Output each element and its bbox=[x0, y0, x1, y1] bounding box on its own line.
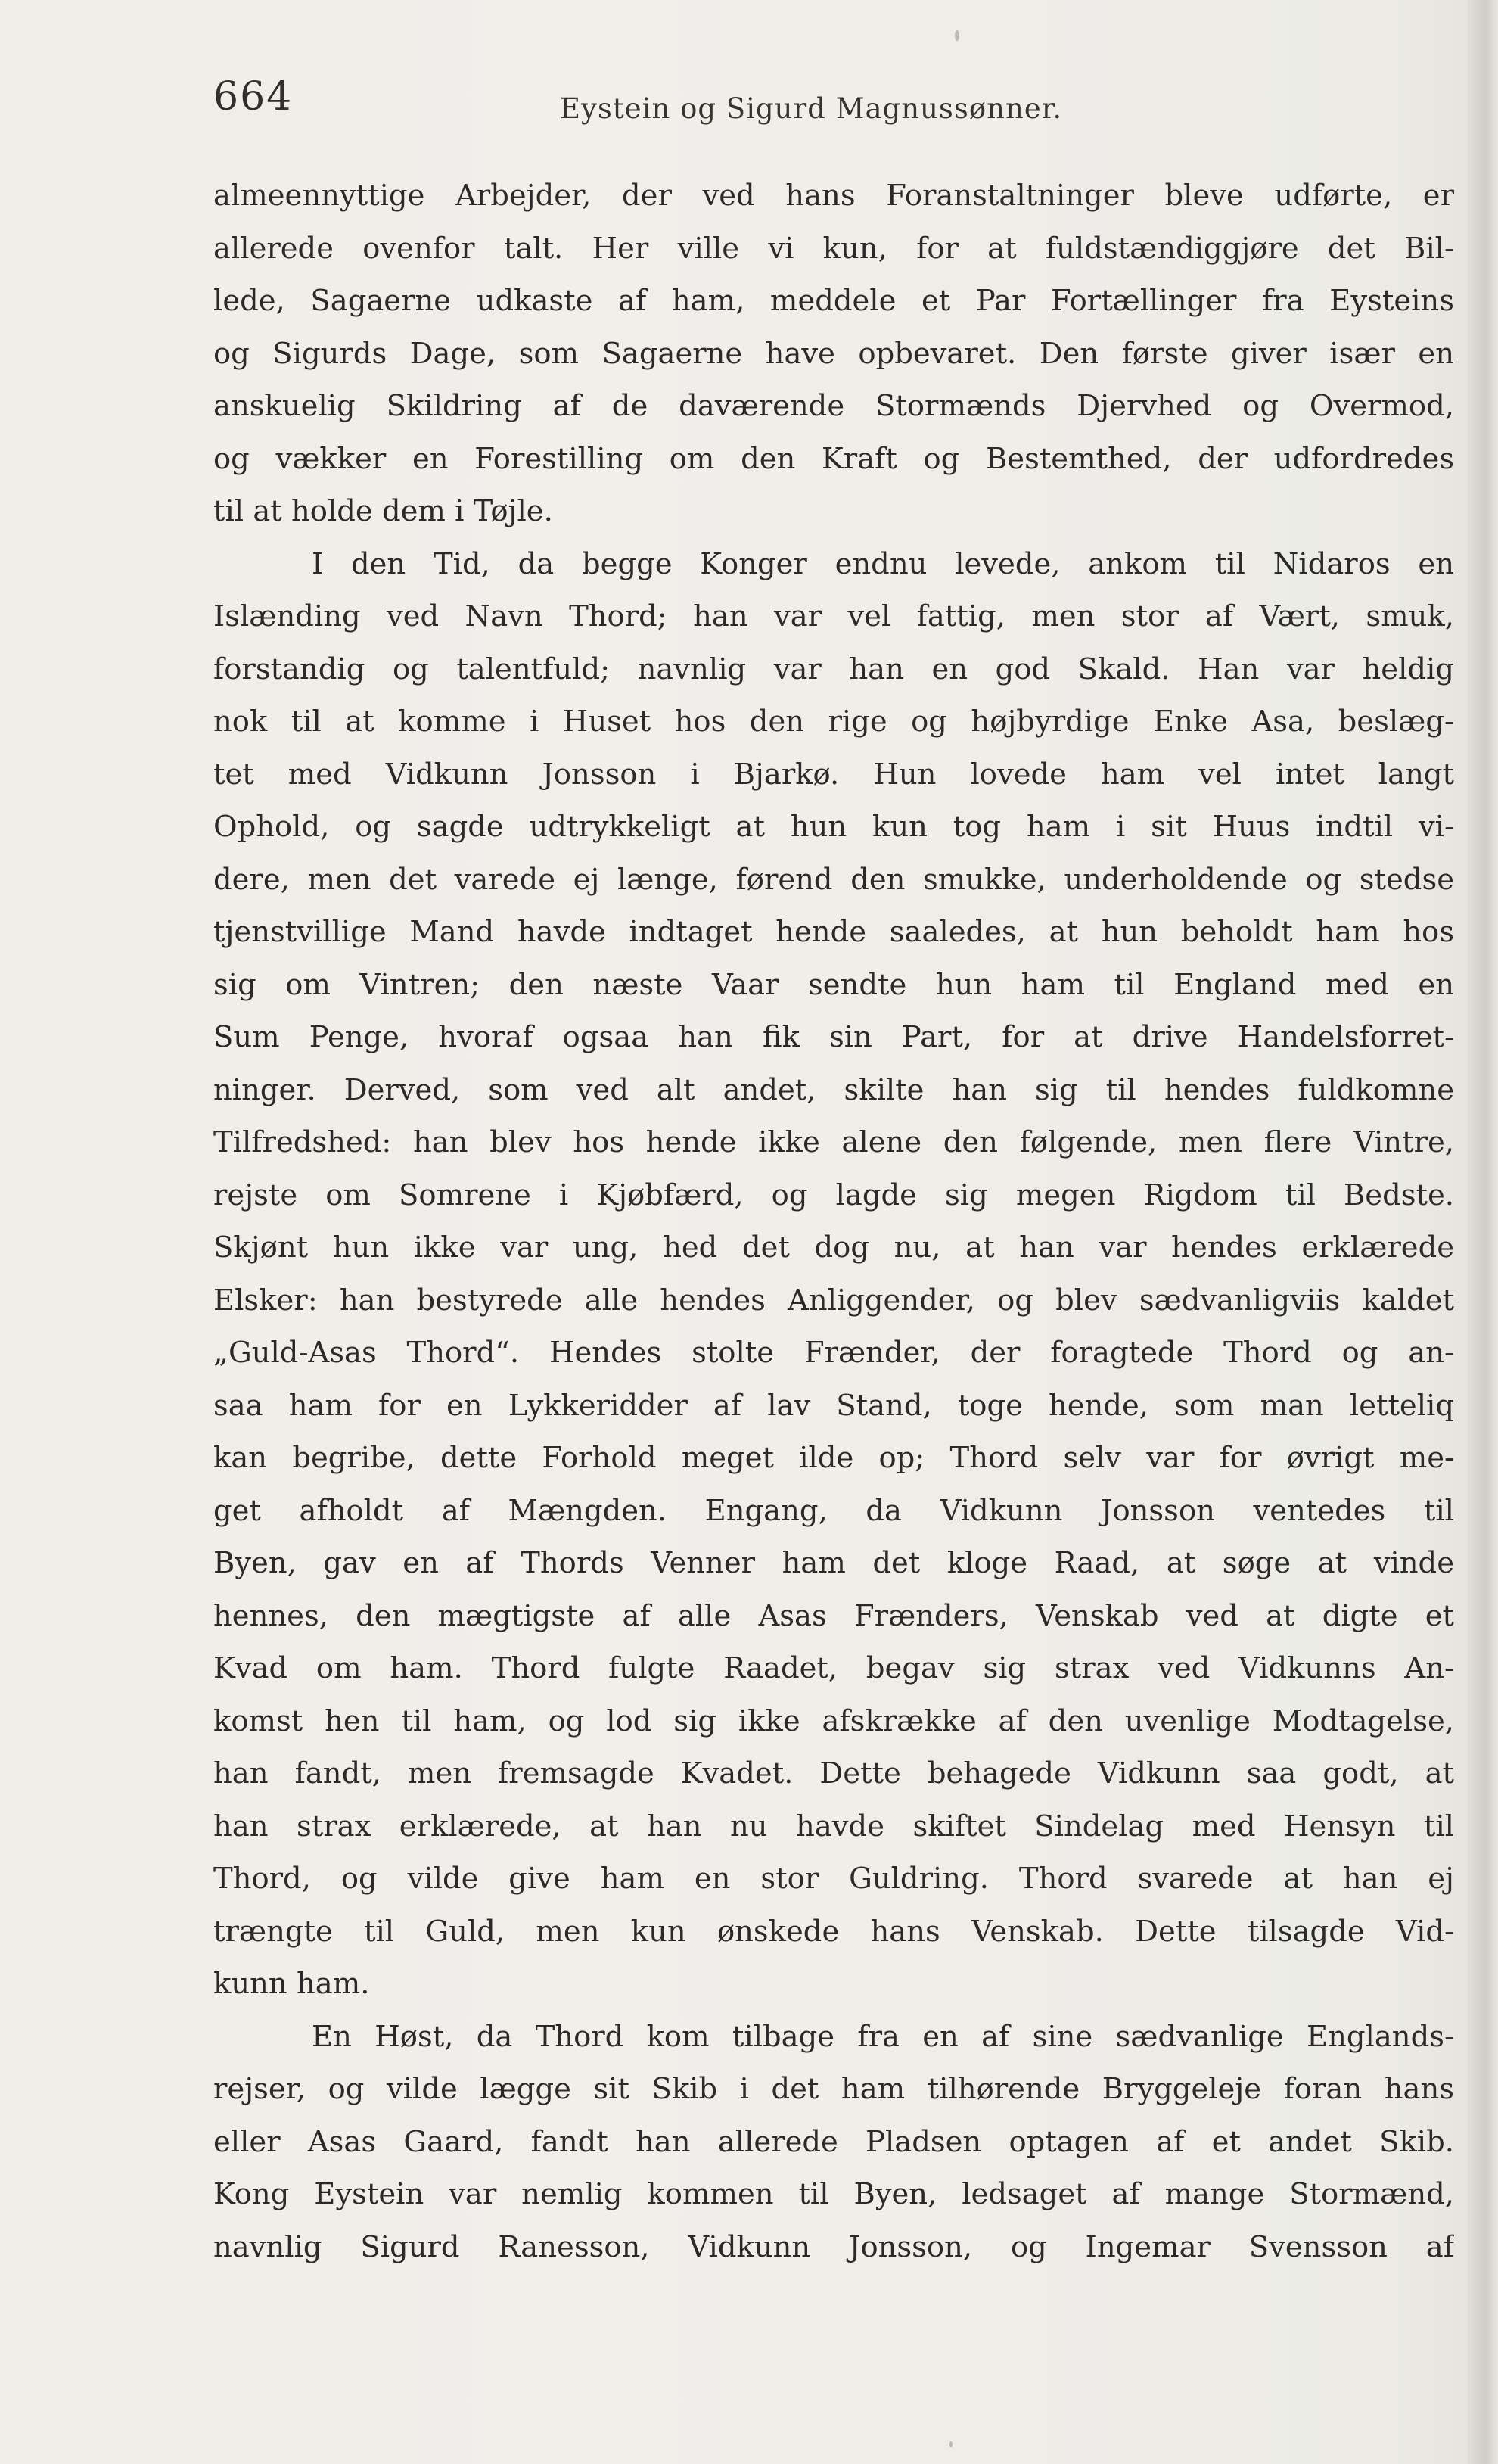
text-line: Ophold, og sagde udtrykkeligt at hun kun tog ham i sit Huus indtil vi- bbox=[213, 810, 1454, 844]
paper-speck bbox=[955, 30, 959, 41]
text-line: til at holde dem i Tøjle. bbox=[213, 494, 553, 528]
text-line: Kvad om ham. Thord fulgte Raadet, begav sig strax ved Vidkunns An- bbox=[213, 1651, 1454, 1685]
text-line: rejser, og vilde lægge sit Skib i det ham tilhørende Bryggeleje foran hans bbox=[213, 2072, 1454, 2106]
text-line: han strax erklærede, at han nu havde skiftet Sindelag med Hensyn til bbox=[213, 1809, 1454, 1843]
paragraph-first-line: I den Tid, da begge Konger endnu levede, ankom til Nidaros en bbox=[312, 546, 1454, 581]
text-line: anskuelig Skildring af de daværende Stormænds Djervhed og Overmod, bbox=[213, 389, 1454, 423]
text-line: rejste om Somrene i Kjøbfærd, og lagde sig megen Rigdom til Bedste. bbox=[213, 1178, 1454, 1212]
paper-speck bbox=[949, 2441, 953, 2447]
text-line: kan begribe, dette Forhold meget ilde op; Thord selv var for øvrigt me- bbox=[213, 1441, 1454, 1475]
text-line: tet med Vidkunn Jonsson i Bjarkø. Hun lovede ham vel intet langt bbox=[213, 757, 1454, 792]
paragraph-first-line: En Høst, da Thord kom tilbage fra en af sine sædvanlige Englands- bbox=[312, 2019, 1454, 2054]
text-line: almeennyttige Arbejder, der ved hans Foranstaltninger bleve udførte, er bbox=[213, 179, 1454, 213]
body-text bbox=[213, 170, 1454, 2273]
text-line: eller Asas Gaard, fandt han allerede Pladsen optagen af et andet Skib. bbox=[213, 2124, 1454, 2159]
text-line: hennes, den mægtigste af alle Asas Frænders, Venskab ved at digte et bbox=[213, 1598, 1454, 1633]
text-line: Tilfredshed: han blev hos hende ikke alene den følgende, men flere Vintre, bbox=[213, 1125, 1454, 1159]
text-line: forstandig og talentfuld; navnlig var han en god Skald. Han var heldig bbox=[213, 652, 1454, 686]
text-line: allerede ovenfor talt. Her ville vi kun, for at fuldstændiggjøre det Bil- bbox=[213, 231, 1454, 266]
text-line: Kong Eystein var nemlig kommen til Byen, ledsaget af mange Stormænd, bbox=[213, 2177, 1454, 2211]
text-line: Thord, og vilde give ham en stor Guldring. Thord svarede at han ej bbox=[213, 1862, 1454, 1896]
text-line: navnlig Sigurd Ranesson, Vidkunn Jonsson, og Ingemar Svensson af bbox=[213, 2229, 1454, 2264]
text-line: sig om Vintren; den næste Vaar sendte hun ham til England med en bbox=[213, 967, 1454, 1002]
text-line: lede, Sagaerne udkaste af ham, meddele et Par Fortællinger fra Eysteins bbox=[213, 284, 1454, 318]
page-number: 664 bbox=[213, 74, 294, 120]
text-line: tjenstvillige Mand havde indtaget hende saaledes, at hun beholdt ham hos bbox=[213, 915, 1454, 949]
text-line: nok til at komme i Huset hos den rige og højbyrdige Enke Asa, beslæg- bbox=[213, 705, 1454, 739]
text-line: ninger. Derved, som ved alt andet, skilte han sig til hendes fuldkomne bbox=[213, 1072, 1454, 1107]
text-line: Sum Penge, hvoraf ogsaa han fik sin Part, for at drive Handelsforret- bbox=[213, 1020, 1454, 1054]
text-line: Skjønt hun ikke var ung, hed det dog nu, at han var hendes erklærede bbox=[213, 1230, 1454, 1265]
text-line: „Guld-Asas Thord“. Hendes stolte Frænder, der foragtede Thord og an- bbox=[213, 1336, 1454, 1370]
text-line: get afholdt af Mængden. Engang, da Vidkunn Jonsson ventedes til bbox=[213, 1493, 1454, 1528]
page-edge-shadow bbox=[1468, 0, 1498, 2464]
text-line: saa ham for en Lykkeridder af lav Stand, toge hende, som man letteliq bbox=[213, 1388, 1454, 1423]
running-title: Eystein og Sigurd Magnussønner. bbox=[560, 92, 1063, 125]
text-line: og Sigurds Dage, som Sagaerne have opbevaret. Den første giver især en bbox=[213, 336, 1454, 371]
text-line: komst hen til ham, og lod sig ikke afskrække af den uvenlige Modtagelse, bbox=[213, 1703, 1454, 1738]
text-line: han fandt, men fremsagde Kvadet. Dette behagede Vidkunn saa godt, at bbox=[213, 1756, 1454, 1790]
text-line: og vækker en Forestilling om den Kraft og Bestemthed, der udfordredes bbox=[213, 441, 1454, 476]
text-line: Islænding ved Navn Thord; han var vel fattig, men stor af Vært, smuk, bbox=[213, 599, 1454, 633]
text-line: trængte til Guld, men kun ønskede hans Venskab. Dette tilsagde Vid- bbox=[213, 1914, 1454, 1949]
text-line: kunn ham. bbox=[213, 1967, 370, 2001]
text-line: dere, men det varede ej længe, førend den smukke, underholdende og stedse bbox=[213, 862, 1454, 897]
text-line: Elsker: han bestyrede alle hendes Anliggender, og blev sædvanligviis kaldet bbox=[213, 1283, 1454, 1318]
text-line: Byen, gav en af Thords Venner ham det kloge Raad, at søge at vinde bbox=[213, 1546, 1454, 1580]
